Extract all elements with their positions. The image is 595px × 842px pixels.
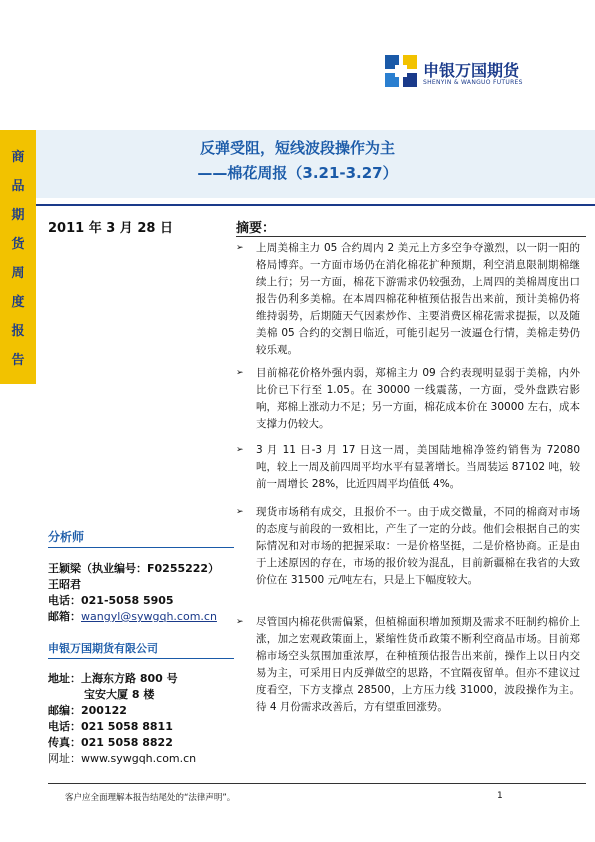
analyst-divider: [48, 547, 234, 548]
company-postcode: 邮编：200122: [48, 704, 127, 717]
sidebar-label-char: 品: [11, 179, 25, 194]
abstract-item-text: 上周美棉主力 05 合约周内 2 美元上方多空争夺激烈，以一阴一阳的格局博弈。一方面市场仍在消化棉花扩种预期，利空消息限制期棉继续上行；另一方面，棉花下游需求仍较强劲，上周四的美棉周度出口报告仍利多美棉。在本周四棉花种植预估报告出来前，预计美棉仍将维持弱势，后期随天气因素炒作、主要消费区棉花需求提振，以及随美棉 05 合约的交割日临近，可能引起另一波逼仓行情，美棉走势仍较乐观。: [256, 242, 580, 356]
company-address-2: 宝安大厦 8 楼: [84, 688, 155, 701]
abstract-item-text: 3 月 11 日-3 月 17 日这一周，美国陆地棉净签约销售为 72080 吨，较上一周及前四周平均水平有显著增长。当周装运 87102 吨，较前一周增长 28%，比近四周平均值低 4%。: [256, 444, 580, 490]
analyst-name: 王颖梁（执业编号：F0255222）: [48, 562, 220, 575]
sidebar-label-char: 报: [11, 324, 25, 339]
report-subtitle: ——棉花周报（3.21-3.27）: [197, 164, 398, 182]
footer-divider: [48, 783, 586, 784]
arrow-bullet-icon: ➢: [236, 507, 244, 517]
abstract-item: [236, 614, 580, 716]
company-name: 申银万国期货有限公司: [48, 642, 158, 655]
abstract-item-text: 现货市场稍有成交，且报价不一。由于成交微量，不同的棉商对市场的态度与前段的一致相比，产生了一定的分歧。他们会根据自己的实际情况和对市场的把握采取：一是价格坚挺，二是价格协商。正是由于上述原因的存在，市场的报价较为混乱，目前新疆棉在我省的大致价位在 31500 元/吨左右，只是上下幅度较大。: [256, 506, 580, 586]
abstract-item-text: 目前棉花价格外强内弱，郑棉主力 09 合约表现明显弱于美棉，内外比价已下行至 1.05。在 30000 一线震荡，一方面，受外盘跌宕影响，郑棉上涨动力不足；另一方面，棉花成本价在 30000 左右，成本支撑力仍较大。: [256, 367, 580, 430]
sidebar-label-char: 告: [11, 353, 25, 368]
abstract-item-text: 尽管国内棉花供需偏紧，但植棉面积增加预期及需求不旺制约棉价上涨，加之宏观政策面上，紧缩性货币政策不断利空商品市场。目前郑棉市场空头氛围加重浓厚，在种植预估报告出来前，操作上以日内交易为主，可采用日内反弹做空的思路，不宜隔夜留单。但亦不建议过度看空，下方支撑点 28500，上方压力线 31000，波段操作为主。待 4 月份需求改善后，方有望重回涨势。: [256, 616, 580, 713]
company-fax: 传真：021 5058 8822: [48, 736, 173, 749]
arrow-bullet-icon: ➢: [236, 445, 244, 455]
company-divider: [48, 658, 234, 659]
logo-name-en: SHENYIN & WANGUO FUTURES: [423, 79, 523, 86]
company-phone: 电话：021 5058 8811: [48, 720, 173, 733]
arrow-bullet-icon: ➢: [236, 368, 244, 378]
abstract-item: [236, 240, 580, 359]
analyst-name-2: 王昭君: [48, 578, 81, 591]
logo-name-cn: 申银万国期货: [423, 61, 520, 80]
report-title: 反弹受阻，短线波段操作为主: [199, 139, 395, 157]
sidebar-label-char: 商: [11, 150, 25, 165]
analyst-email-label: 邮箱：: [48, 610, 81, 623]
abstract-item: [236, 365, 580, 433]
footer-note: 客户应全面理解本报告结尾处的“法律声明”。: [65, 793, 236, 803]
company-logo: [385, 55, 555, 95]
sidebar-label-char: 度: [11, 295, 25, 310]
analyst-email-row: [48, 608, 217, 624]
sidebar-label-char: 货: [11, 237, 25, 252]
abstract-item: [236, 504, 580, 589]
page-number: 1: [497, 791, 503, 801]
sidebar-label-char: 期: [11, 208, 25, 223]
company-address: 地址：上海东方路 800 号: [48, 672, 178, 685]
report-date: 2011 年 3 月 28 日: [48, 221, 173, 236]
analyst-heading: 分析师: [48, 530, 85, 544]
logo-mark-icon: [385, 55, 417, 87]
arrow-bullet-icon: ➢: [236, 617, 244, 627]
abstract-heading: 摘要：: [236, 221, 276, 236]
sidebar-label-char: 周: [11, 266, 25, 281]
arrow-bullet-icon: ➢: [236, 243, 244, 253]
company-website[interactable]: 网址：www.sywgqh.com.cn: [48, 752, 197, 765]
abstract-item: [236, 442, 580, 493]
analyst-email-link[interactable]: wangyl@sywgqh.com.cn: [81, 610, 217, 623]
title-divider: [36, 204, 595, 206]
analyst-phone: 电话：021-5058 5905: [48, 594, 174, 607]
abstract-divider: [236, 236, 586, 237]
